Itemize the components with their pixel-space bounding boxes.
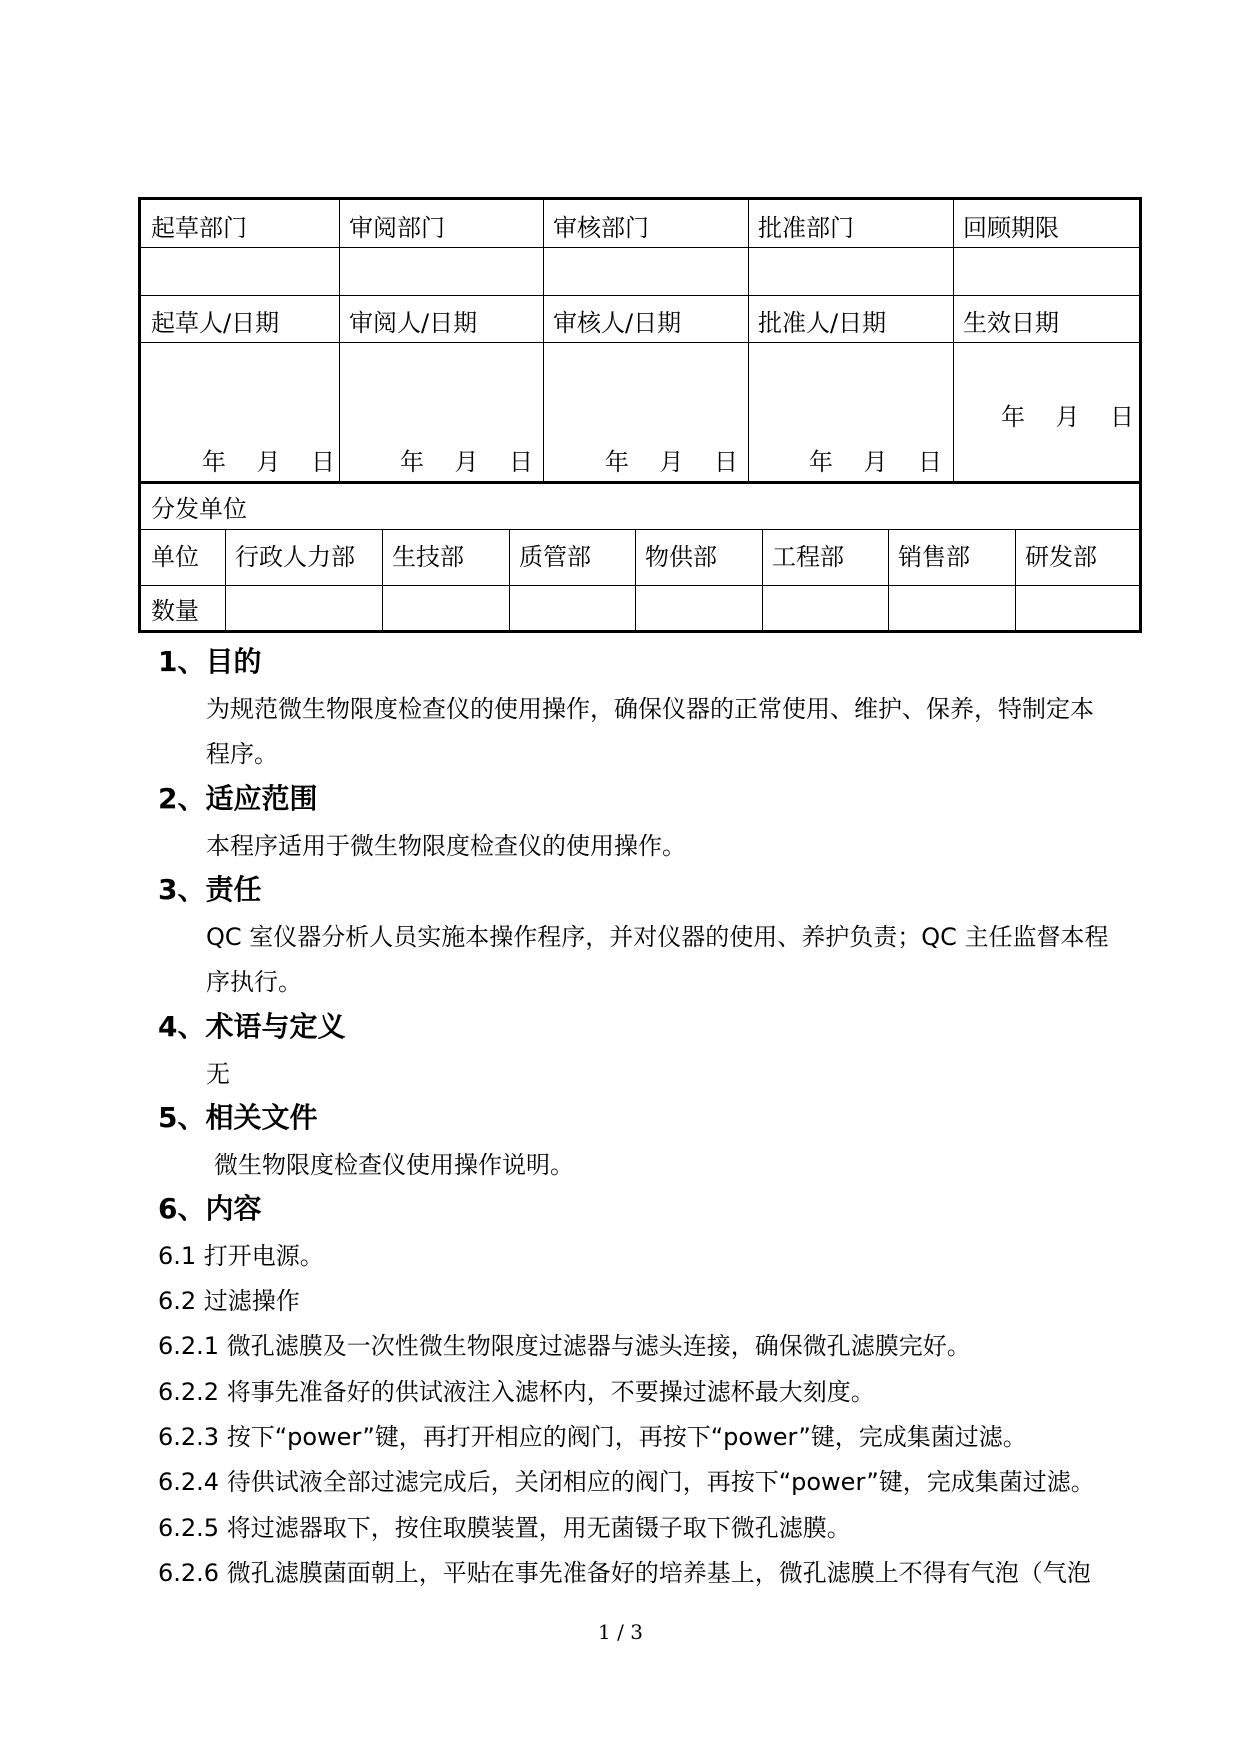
page-number: 1 / 3 <box>598 1620 643 1644</box>
header-review-period: 回顾期限 <box>963 214 1059 242</box>
table-rule <box>509 529 510 633</box>
section-title-content: 6、内容 <box>158 1192 262 1225</box>
unit-sales: 销售部 <box>898 543 970 571</box>
content-item: 6.2.1 微孔滤膜及一次性微生物限度过滤器与滤头连接，确保微孔滤膜完好。 <box>158 1332 971 1360</box>
table-rule <box>141 481 1139 484</box>
approval-table <box>138 197 1142 633</box>
content-item: 6.2.5 将过滤器取下，按住取膜装置，用无菌镊子取下微孔滤膜。 <box>158 1514 851 1542</box>
date-placeholder: 年 月 日 <box>809 448 943 476</box>
header-effective-date: 生效日期 <box>963 309 1059 337</box>
table-rule <box>748 200 749 482</box>
header-review-dept: 审阅部门 <box>349 214 445 242</box>
content-item: 6.2.3 按下“power”键，再打开相应的阀门，再按下“power”键，完成集菌过滤。 <box>158 1423 1027 1451</box>
table-rule <box>543 200 544 482</box>
table-rule <box>141 247 1139 248</box>
date-placeholder: 年 月 日 <box>202 448 336 476</box>
header-audit-dept: 审核部门 <box>553 214 649 242</box>
table-rule <box>141 585 1139 586</box>
date-placeholder: 年 月 日 <box>605 448 739 476</box>
section-title-documents: 5、相关文件 <box>158 1101 318 1134</box>
table-rule <box>888 529 889 633</box>
section-text: 无 <box>206 1060 230 1088</box>
section-text: 为规范微生物限度检查仪的使用操作，确保仪器的正常使用、维护、保养，特制定本 <box>206 695 1094 723</box>
table-rule <box>762 529 763 633</box>
section-title-scope: 2、适应范围 <box>158 782 318 815</box>
table-rule <box>225 529 226 633</box>
table-rule <box>141 342 1139 343</box>
unit-production-tech: 生技部 <box>392 543 464 571</box>
unit-quality: 质管部 <box>519 543 591 571</box>
content-item: 6.1 打开电源。 <box>158 1242 324 1270</box>
content-item: 6.2.6 微孔滤膜菌面朝上，平贴在事先准备好的培养基上，微孔滤膜上不得有气泡（气泡 <box>158 1559 1091 1587</box>
section-text: 微生物限度检查仪使用操作说明。 <box>214 1151 574 1179</box>
unit-admin-hr: 行政人力部 <box>235 543 355 571</box>
section-title-terms: 4、术语与定义 <box>158 1010 346 1043</box>
date-placeholder: 年 月 日 <box>400 448 534 476</box>
header-reviewer-date: 审阅人/日期 <box>349 309 478 337</box>
unit-rnd: 研发部 <box>1025 543 1097 571</box>
distribution-label: 分发单位 <box>151 495 247 523</box>
header-approver-date: 批准人/日期 <box>758 309 887 337</box>
content-item: 6.2.2 将事先准备好的供试液注入滤杯内，不要操过滤杯最大刻度。 <box>158 1378 875 1406</box>
table-rule <box>953 200 954 482</box>
table-rule <box>382 529 383 633</box>
unit-supply: 物供部 <box>645 543 717 571</box>
table-rule <box>339 200 340 482</box>
header-drafting-dept: 起草部门 <box>151 214 247 242</box>
quantity-label: 数量 <box>151 597 199 625</box>
header-drafter-date: 起草人/日期 <box>151 309 280 337</box>
unit-engineering: 工程部 <box>772 543 844 571</box>
section-text: 序执行。 <box>206 968 302 996</box>
table-rule <box>1015 529 1016 633</box>
content-item: 6.2 过滤操作 <box>158 1287 300 1315</box>
unit-label: 单位 <box>151 543 199 571</box>
content-item: 6.2.4 待供试液全部过滤完成后，关闭相应的阀门，再按下“power”键，完成集菌过滤。 <box>158 1468 1095 1496</box>
section-text: QC 室仪器分析人员实施本操作程序，并对仪器的使用、养护负责；QC 主任监督本程 <box>206 923 1109 951</box>
section-title-purpose: 1、目的 <box>158 645 262 678</box>
header-auditor-date: 审核人/日期 <box>553 309 682 337</box>
date-placeholder: 年 月 日 <box>1001 403 1135 431</box>
table-rule <box>141 529 1139 530</box>
section-title-responsibility: 3、责任 <box>158 873 262 906</box>
section-text: 程序。 <box>206 740 278 768</box>
table-rule <box>635 529 636 633</box>
table-rule <box>141 295 1139 296</box>
header-approval-dept: 批准部门 <box>758 214 854 242</box>
section-text: 本程序适用于微生物限度检查仪的使用操作。 <box>206 832 686 860</box>
